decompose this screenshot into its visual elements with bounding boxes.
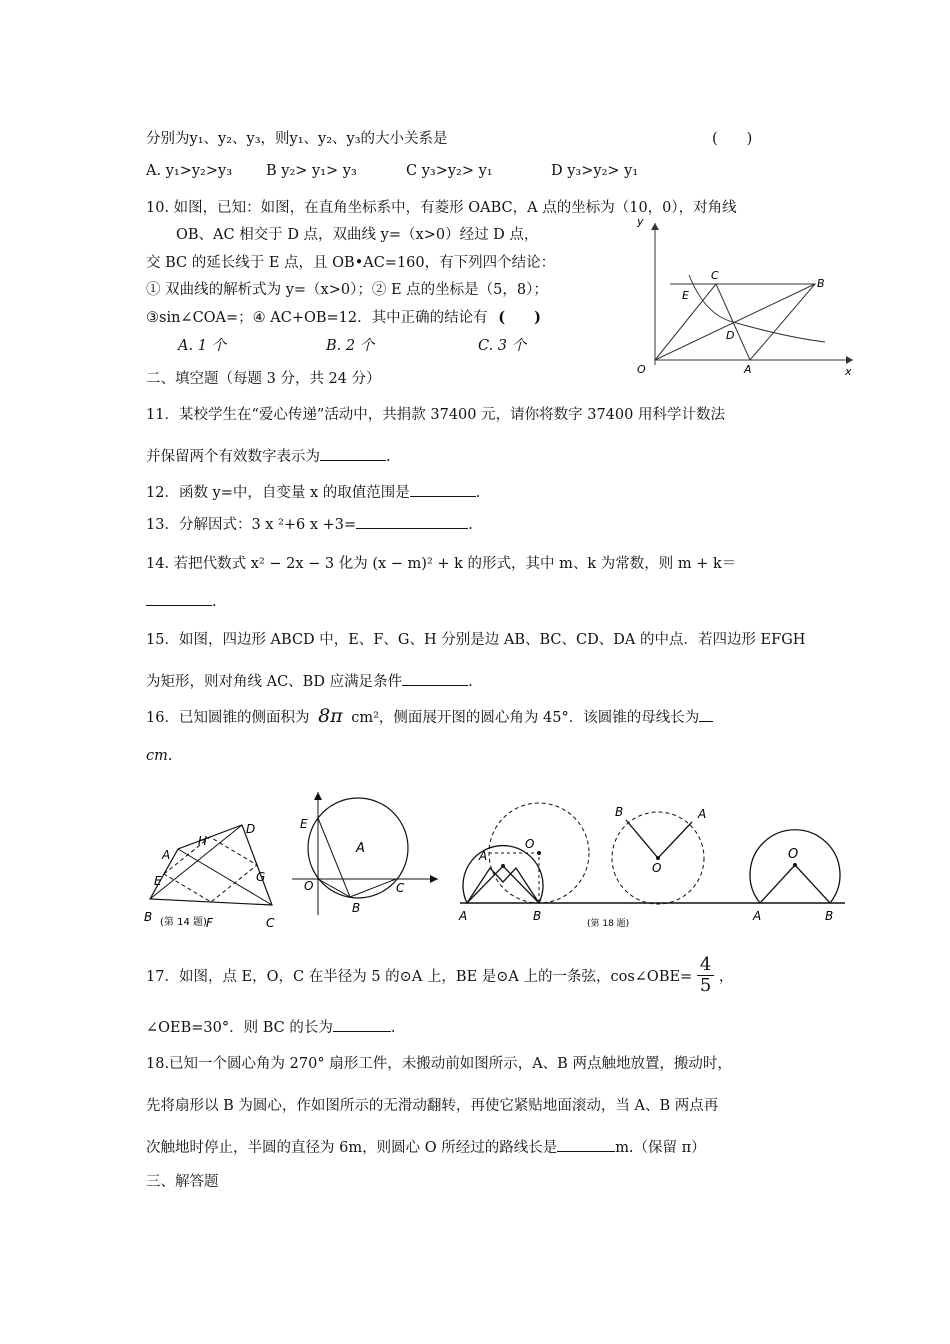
- sector-2-center: [537, 851, 541, 855]
- diagonal-ob: [655, 284, 815, 360]
- q10-option-c: C. 3 个: [478, 338, 527, 354]
- q10-rhombus-figure: [625, 215, 860, 380]
- sector-1-radii: [467, 866, 539, 903]
- fig14-label-h: H: [198, 834, 208, 848]
- fig14-label-d: D: [246, 822, 256, 836]
- q9-option-d: D y₃>y₂> y₁: [551, 163, 639, 179]
- point-o-label: O: [637, 363, 646, 376]
- point-b-label: B: [817, 277, 825, 290]
- q10-line-4: ① 双曲线的解析式为 y=（x>0）；② E 点的坐标是（5，8）；: [146, 282, 548, 298]
- fig18-label-o-4: O: [788, 847, 799, 862]
- x-axis-label: x: [845, 365, 852, 378]
- q18-line-3: [146, 1136, 706, 1157]
- q15-stem: 为矩形，则对角线 AC、BD 应满足条件: [146, 674, 403, 690]
- fig14-caption: (第 14 题): [160, 917, 207, 928]
- sector-1-center: [501, 864, 505, 868]
- quadrilateral-abcd: [150, 825, 272, 905]
- q14-end: .: [212, 594, 217, 610]
- fig17-label-b: B: [352, 901, 361, 915]
- q10-line-2: OB、AC 相交于 D 点，双曲线 y=（x>0）经过 D 点，: [176, 227, 539, 243]
- chord-eb: [318, 818, 350, 897]
- hyperbola-curve: [689, 275, 825, 342]
- q16-unit: cm.: [146, 748, 173, 764]
- q17-fraction: [697, 955, 714, 996]
- fig18-label-o-2: O: [525, 837, 535, 851]
- q9-answer-paren: ( ): [712, 131, 753, 147]
- q16-stem-b: cm²，侧面展开图的圆心角为 45°．该圆锥的母线长为: [351, 710, 700, 726]
- q9-option-a: A. y₁>y₂>y₃: [146, 163, 233, 179]
- point-c-label: C: [711, 269, 719, 282]
- q14-answer-blank[interactable]: [146, 593, 212, 606]
- y-axis-label: y: [637, 215, 644, 228]
- q16-stem-a: 16．已知圆锥的侧面积为: [146, 710, 310, 726]
- q9-line: [146, 127, 448, 148]
- q9-option-c: C y₃>y₂> y₁: [406, 163, 493, 179]
- q15-line-1: 15．如图，四边形 ABCD 中，E、F、G、H 分别是边 AB、BC、CD、DA 的中点．若四边形 EFGH: [146, 632, 806, 648]
- q11-line-2: [146, 445, 391, 466]
- fig17-label-o: O: [304, 879, 314, 893]
- point-a-label: A: [744, 363, 752, 376]
- q18-stem-3: 次触地时停止，半圆的直径为 6m，则圆心 O 所经过的路线长是: [146, 1140, 558, 1156]
- fig14-label-e: E: [154, 874, 162, 888]
- q15-line-2: [146, 670, 473, 691]
- q11-line-1: 11．某校学生在“爱心传递”活动中，共捐款 37400 元，请你将数字 37400 用科学计数法: [146, 407, 725, 423]
- sector-3-center: [656, 856, 660, 860]
- q9-stem: 分别为y₁、y₂、y₃，则y₁、y₂、y₃的大小关系是: [146, 131, 448, 147]
- q11-stem: 并保留两个有效数字表示为: [146, 449, 320, 465]
- q18-line-1: 18.已知一个圆心角为 270° 扇形工件，未搬动前如图所示，A、B 两点触地放置，搬动时，: [146, 1056, 732, 1072]
- segment-ob: [318, 879, 350, 897]
- fig18-label-a-3: A: [698, 807, 707, 821]
- fig17-label-e: E: [300, 817, 308, 831]
- section-3-heading: 三、解答题: [146, 1174, 219, 1190]
- fig18-label-b-3: B: [615, 805, 624, 819]
- q10-line-5: [146, 306, 541, 327]
- q10-option-a: A. 1 个: [178, 338, 227, 354]
- q13-stem: 13．分解因式：3 x ²+6 x +3=: [146, 517, 357, 533]
- q13-end: .: [468, 517, 473, 533]
- q17-answer-blank[interactable]: [333, 1019, 391, 1032]
- q18-line-2: 先将扇形以 B 为圆心，作如图所示的无滑动翻转，再使它紧贴地面滚动，当 A、B 两点再: [146, 1098, 719, 1114]
- q15-answer-blank[interactable]: [402, 673, 468, 686]
- q14-line-2: [146, 593, 217, 610]
- q16-area-expr: 8π: [318, 705, 343, 727]
- q16-line-1: [146, 705, 713, 727]
- q11-answer-blank[interactable]: [320, 448, 386, 461]
- fig14-label-g: G: [256, 870, 266, 884]
- q17-fraction-denominator: 5: [699, 975, 712, 996]
- q14-line-1: 14. 若把代数式 x² − 2x − 3 化为 (x − m)² + k 的形式，其中 m、k 为常数，则 m + k＝: [146, 556, 737, 572]
- q12-line: [146, 481, 480, 502]
- q17-line-2: [146, 1016, 395, 1037]
- point-e-label: E: [682, 289, 689, 302]
- q12-answer-blank[interactable]: [410, 484, 476, 497]
- fig18-label-a-1: A: [459, 909, 468, 923]
- fig18-label-a-4: A: [753, 909, 762, 923]
- fig18-caption: (第 18 题): [587, 919, 630, 929]
- q17-comma: ，: [718, 969, 734, 985]
- fig14-label-a: A: [162, 848, 171, 862]
- x-axis-arrow-icon: [846, 356, 853, 364]
- q17-stem-2: ∠OEB=30°．则 BC 的长为: [146, 1020, 333, 1036]
- sector-4-center: [793, 863, 797, 867]
- q17-fraction-numerator: 4: [697, 955, 714, 976]
- q10-answer-paren: ( ): [498, 309, 541, 326]
- fig18-label-b-1: B: [533, 909, 542, 923]
- sector-3-radii: [626, 820, 692, 858]
- q15-end: .: [468, 674, 473, 690]
- q12-end: .: [475, 485, 481, 501]
- q18-sector-figure: [455, 800, 850, 930]
- fig17-label-a: A: [356, 841, 365, 856]
- q13-answer-blank[interactable]: [356, 516, 468, 529]
- fig18-label-b-4: B: [825, 909, 834, 923]
- q17-circle-figure: [290, 790, 440, 920]
- q11-end: .: [386, 449, 391, 465]
- point-d-label: D: [726, 329, 735, 342]
- q17-line-1: [146, 955, 733, 996]
- x-axis-arrow-icon: [430, 875, 438, 883]
- fig17-label-c: C: [396, 881, 405, 895]
- q10-line-1: 10. 如图，已知：如图，在直角坐标系中，有菱形 OABC，A 点的坐标为（10，0），对角线: [146, 200, 737, 216]
- q10-line-3: 交 BC 的延长线于 E 点，且 OB•AC=160，有下列四个结论：: [146, 255, 556, 271]
- segment-bc: [350, 879, 396, 897]
- q12-stem: 12．函数 y=中，自变量 x 的取值范围是: [146, 485, 410, 501]
- fig14-label-b: B: [144, 910, 153, 924]
- q18-unit: m.（保留 π）: [615, 1140, 706, 1156]
- quadrilateral-efgh: [164, 837, 257, 902]
- fig14-label-c: C: [266, 916, 275, 930]
- q17-end: .: [390, 1020, 396, 1036]
- q13-line: [146, 513, 473, 534]
- q17-stem: 17．如图，点 E，O，C 在半径为 5 的⊙A 上，BE 是⊙A 上的一条弦，cos∠OBE=: [146, 969, 693, 985]
- q10-option-b: B. 2 个: [326, 338, 375, 354]
- q18-answer-blank[interactable]: [557, 1139, 615, 1152]
- q10-line-5-text: ③sin∠COA=；④ AC+OB=12．其中正确的结论有: [146, 310, 488, 326]
- q16-answer-blank[interactable]: [699, 709, 713, 722]
- fig18-label-o-3: O: [652, 861, 662, 875]
- q9-option-b: B y₂> y₁> y₃: [266, 163, 357, 179]
- y-axis-arrow-icon: [651, 223, 659, 230]
- y-axis-arrow-icon: [314, 792, 322, 800]
- q15-quadrilateral-figure: [140, 815, 285, 933]
- fig18-label-a-2: A: [479, 849, 488, 863]
- section-2-heading: 二、填空题（每题 3 分，共 24 分）: [146, 371, 381, 387]
- fig14-label-f: F: [206, 916, 213, 930]
